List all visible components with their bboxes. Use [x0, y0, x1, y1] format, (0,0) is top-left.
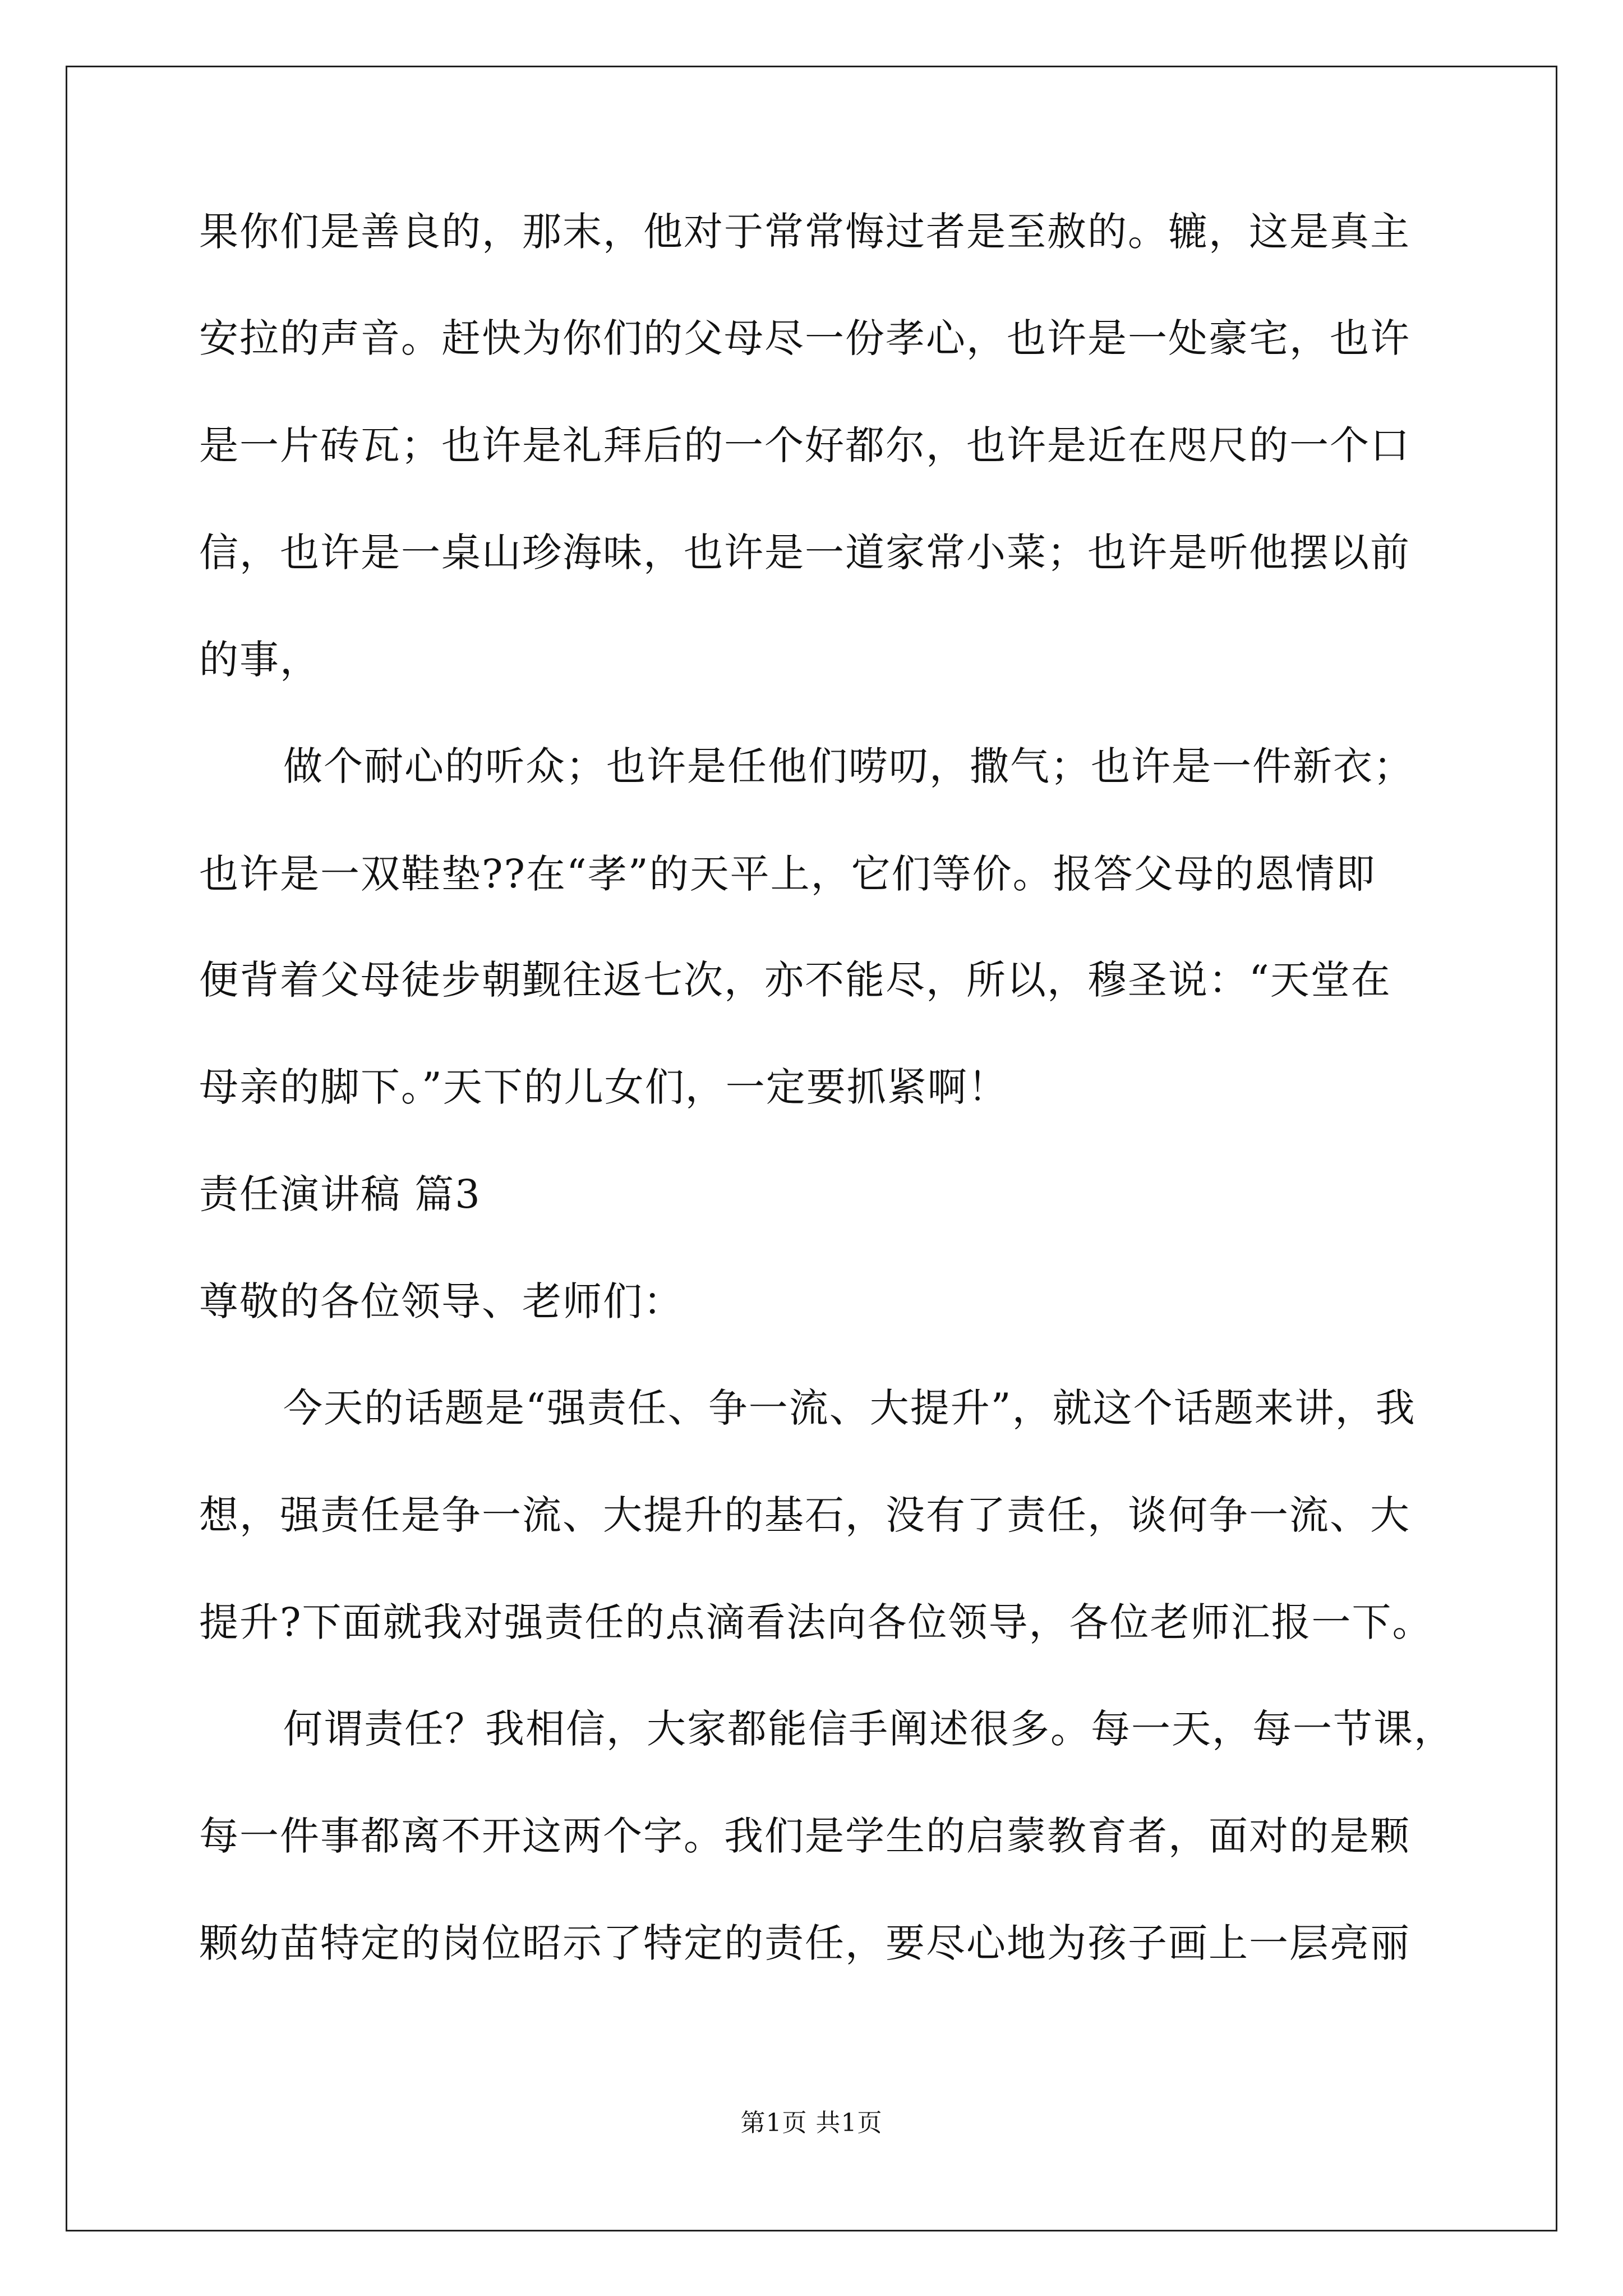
page-footer: 第1页 共1页: [740, 2109, 883, 2137]
text-line: 提升?下面就我对强责任的点滴看法向各位领导，各位老师汇报一下。: [199, 1599, 1433, 1645]
section-heading: 责任演讲稿 篇3: [199, 1171, 481, 1217]
paragraph-first-line: 今天的话题是“强责任、争一流、大提升”，就这个话题来讲，我: [283, 1385, 1416, 1431]
text-line: 果你们是善良的，那末，他对于常常悔过者是至赦的。辘，这是真主: [199, 209, 1410, 255]
text-line: 的事，: [199, 637, 320, 683]
text-line: 每一件事都离不开这两个字。我们是学生的启蒙教育者，面对的是颗: [199, 1813, 1410, 1859]
paragraph-first-line: 何谓责任？我相信，大家都能信手阐述很多。每一天，每一节课，: [283, 1706, 1454, 1752]
text-line: 安拉的声音。赶快为你们的父母尽一份孝心，也许是一处豪宅，也许: [199, 315, 1410, 361]
text-line: 母亲的脚下。”天下的儿女们，一定要抓紧啊！: [199, 1064, 1008, 1110]
text-line: 信，也许是一桌山珍海味，也许是一道家常小菜；也许是听他摆以前: [199, 530, 1410, 576]
text-line: 也许是一双鞋垫??在“孝”的天平上，它们等价。报答父母的恩情即: [199, 851, 1376, 897]
text-line: 便背着父母徒步朝觐往返七次，亦不能尽，所以，穆圣说：“天堂在: [199, 957, 1391, 1003]
paragraph-first-line: 做个耐心的听众；也许是任他们唠叨，撒气；也许是一件新衣；: [283, 743, 1414, 789]
text-line: 想，强责任是争一流、大提升的基石，没有了责任，谈何争一流、大: [199, 1492, 1410, 1538]
text-line: 颗幼苗特定的岗位昭示了特定的责任，要尽心地为孩子画上一层亮丽: [199, 1920, 1410, 1966]
salutation: 尊敬的各位领导、老师们：: [199, 1278, 684, 1324]
page-border: [66, 66, 1557, 2231]
text-line: 是一片砖瓦；也许是礼拜后的一个好都尔，也许是近在咫尺的一个口: [199, 422, 1410, 468]
